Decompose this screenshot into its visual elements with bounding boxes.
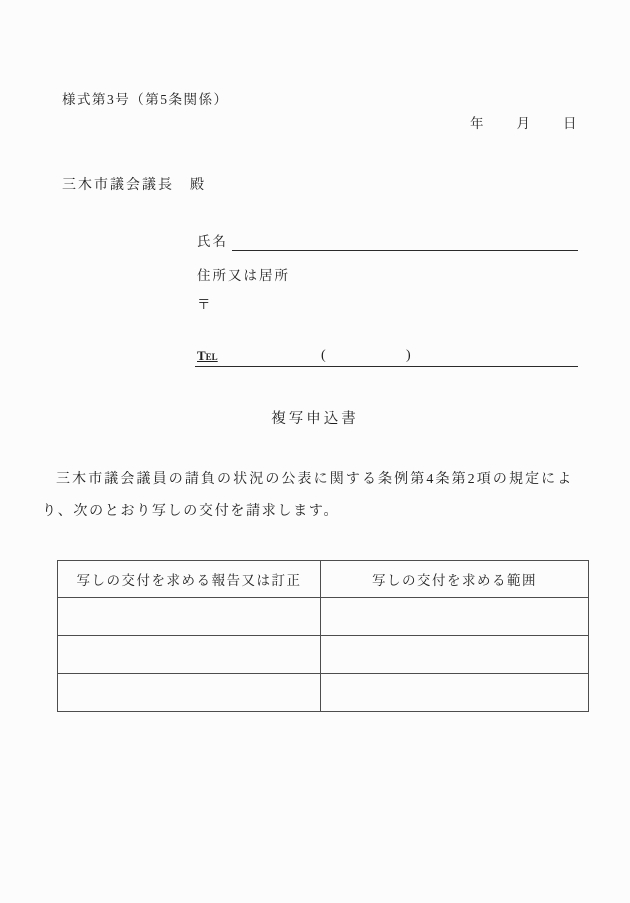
table-cell — [321, 674, 589, 712]
table-row — [58, 598, 589, 636]
name-label: 氏名 — [197, 234, 228, 249]
table-row — [58, 636, 589, 674]
postal-mark-icon: 〒 — [197, 297, 211, 312]
table-cell — [58, 674, 321, 712]
date-month-label: 月 — [516, 116, 530, 131]
address-label: 住所又は居所 — [197, 268, 290, 283]
tel-paren-close: ) — [406, 348, 411, 363]
table-cell — [58, 636, 321, 674]
date-day-label: 日 — [563, 116, 577, 131]
request-table — [57, 560, 589, 712]
table-row — [58, 674, 589, 712]
table-cell — [321, 598, 589, 636]
table-cell — [58, 598, 321, 636]
table-header-report: 写しの交付を求める報告又は訂正 — [58, 561, 321, 598]
table-header-row — [58, 561, 589, 598]
date-year-label: 年 — [470, 116, 484, 131]
body-paragraph: 三木市議会議員の請負の状況の公表に関する条例第4条第2項の規定により、次のとおり写しの交付を請求します。 — [42, 472, 573, 519]
form-number: 様式第3号（第5条関係） — [62, 92, 229, 107]
table-body — [58, 598, 589, 712]
name-field-row — [197, 230, 578, 251]
date-line — [470, 112, 577, 132]
table-cell — [321, 636, 589, 674]
tel-paren-open: ( — [321, 348, 326, 363]
addressee: 三木市議会議長 殿 — [62, 178, 206, 193]
table-header-range: 写しの交付を求める範囲 — [321, 561, 589, 598]
tel-label: Tel — [197, 348, 218, 363]
tel-field-row — [195, 344, 578, 367]
name-fill-line — [232, 231, 578, 251]
page-title: 複写申込書 — [271, 411, 359, 427]
